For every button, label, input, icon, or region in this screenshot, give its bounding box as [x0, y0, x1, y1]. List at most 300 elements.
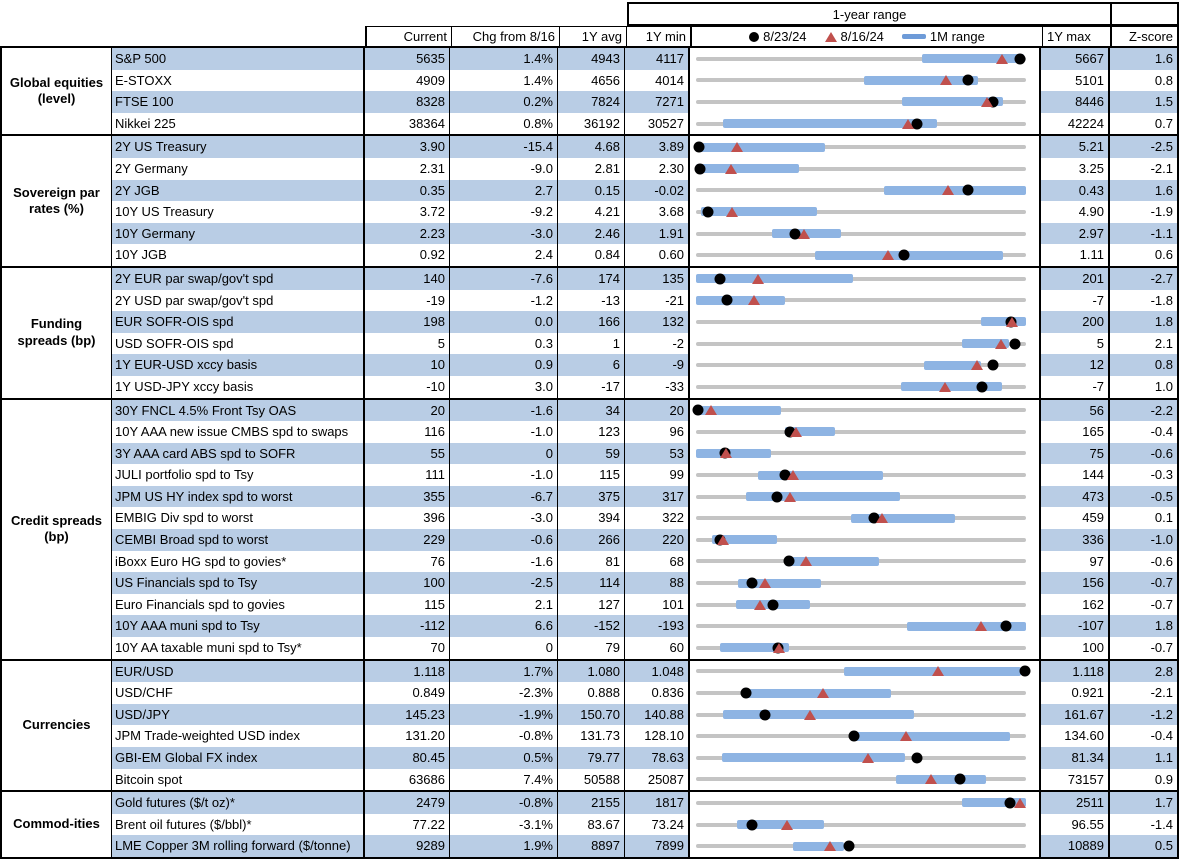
- 1y-max-value: -107: [1041, 615, 1110, 637]
- current-value: 55: [365, 443, 450, 465]
- 1y-min-value: 60: [625, 637, 690, 659]
- chg-from-816-value: 0.0: [450, 311, 558, 333]
- chg-from-816-value: 2.4: [450, 244, 558, 266]
- 1y-avg-value: 34: [558, 400, 625, 422]
- zscore-header-empty-cell: [1110, 2, 1179, 26]
- 1y-max-value: 144: [1041, 464, 1110, 486]
- 1y-avg-value: -17: [558, 376, 625, 398]
- 1y-max-value: 56: [1041, 400, 1110, 422]
- black-dot-icon: [749, 32, 759, 42]
- 1y-min-value: 3.68: [625, 201, 690, 223]
- marker-0816-triangle: [781, 820, 793, 830]
- chg-from-816-value: 0.5%: [450, 747, 558, 769]
- range-chart: [690, 244, 1041, 266]
- instrument-label: GBI-EM Global FX index: [112, 747, 365, 769]
- 1y-max-value: 201: [1041, 268, 1110, 290]
- marker-0816-triangle: [1014, 798, 1026, 808]
- instrument-label: iBoxx Euro HG spd to govies*: [112, 551, 365, 573]
- 1y-min-value: 73.24: [625, 814, 690, 836]
- current-value: 76: [365, 551, 450, 573]
- legend-item-dot: [749, 27, 806, 46]
- instrument-label: 10Y AA taxable muni spd to Tsy*: [112, 637, 365, 659]
- 1y-max-value: 12: [1041, 354, 1110, 376]
- chg-from-816-value: -2.3%: [450, 682, 558, 704]
- instrument-label: Gold futures ($/t oz)*: [112, 792, 365, 814]
- 1y-max-value: 75: [1041, 443, 1110, 465]
- instrument-label: 2Y USD par swap/gov't spd: [112, 290, 365, 312]
- marker-0823-dot: [962, 75, 973, 86]
- marker-0816-triangle: [817, 688, 829, 698]
- chg-from-816-value: -1.6: [450, 400, 558, 422]
- range-1m-bar: [723, 710, 914, 719]
- range-chart: [690, 637, 1041, 659]
- chg-from-816-value: 6.6: [450, 615, 558, 637]
- range-chart: [690, 551, 1041, 573]
- range-plot: [696, 70, 1026, 92]
- chart-legend: [692, 27, 1043, 46]
- range-plot: [696, 113, 1026, 135]
- chg-from-816-value: 1.9%: [450, 835, 558, 857]
- chg-from-816-value: 0.8%: [450, 113, 558, 135]
- range-plot: [696, 91, 1026, 113]
- range-1m-bar: [696, 143, 825, 152]
- col-header-1y-min: 1Y min: [627, 27, 692, 46]
- zscore-value: 1.8: [1110, 311, 1177, 333]
- current-value: -10: [365, 376, 450, 398]
- col-header-current: Current: [367, 27, 452, 46]
- 1y-max-value: 10889: [1041, 835, 1110, 857]
- marker-0823-dot: [771, 491, 782, 502]
- zscore-value: 0.8: [1110, 70, 1177, 92]
- zscore-value: -2.7: [1110, 268, 1177, 290]
- 1y-avg-value: 266: [558, 529, 625, 551]
- current-value: 10: [365, 354, 450, 376]
- table-row: [112, 223, 1177, 245]
- red-triangle-icon: [825, 32, 837, 42]
- 1y-min-value: 96: [625, 421, 690, 443]
- 1y-avg-value: 375: [558, 486, 625, 508]
- 1y-max-value: -7: [1041, 376, 1110, 398]
- range-plot: [696, 333, 1026, 355]
- range-plot: [696, 486, 1026, 508]
- 1y-avg-value: 7824: [558, 91, 625, 113]
- current-value: 2479: [365, 792, 450, 814]
- 1y-avg-value: 4.68: [558, 136, 625, 158]
- instrument-label: E-STOXX: [112, 70, 365, 92]
- zscore-value: -1.9: [1110, 201, 1177, 223]
- 1y-min-value: 317: [625, 486, 690, 508]
- zscore-value: -0.6: [1110, 443, 1177, 465]
- category-label: Global equities (level): [2, 48, 112, 134]
- instrument-label: Bitcoin spot: [112, 769, 365, 791]
- instrument-label: 30Y FNCL 4.5% Front Tsy OAS: [112, 400, 365, 422]
- 1y-min-value: 25087: [625, 769, 690, 791]
- category-label: Sovereign par rates (%): [2, 136, 112, 266]
- range-1m-bar: [864, 76, 978, 85]
- current-value: 2.31: [365, 158, 450, 180]
- 1y-max-value: 161.67: [1041, 704, 1110, 726]
- range-plot: [696, 48, 1026, 70]
- current-value: -112: [365, 615, 450, 637]
- marker-0816-triangle: [882, 250, 894, 260]
- current-value: 198: [365, 311, 450, 333]
- marker-0816-triangle: [798, 229, 810, 239]
- 1y-max-value: 200: [1041, 311, 1110, 333]
- 1y-max-value: 473: [1041, 486, 1110, 508]
- marker-0823-dot: [849, 731, 860, 742]
- zscore-value: -1.8: [1110, 290, 1177, 312]
- table-row: [112, 201, 1177, 223]
- zscore-value: -2.1: [1110, 682, 1177, 704]
- instrument-label: 2Y US Treasury: [112, 136, 365, 158]
- range-chart: [690, 290, 1041, 312]
- 1y-avg-value: -152: [558, 615, 625, 637]
- 1y-avg-value: 166: [558, 311, 625, 333]
- instrument-label: 1Y EUR-USD xccy basis: [112, 354, 365, 376]
- instrument-label: EUR/USD: [112, 661, 365, 683]
- zscore-value: 1.5: [1110, 91, 1177, 113]
- range-header-box: [627, 2, 1112, 26]
- range-chart: [690, 835, 1041, 857]
- instrument-label: USD/JPY: [112, 704, 365, 726]
- current-value: 8328: [365, 91, 450, 113]
- 1y-min-value: 68: [625, 551, 690, 573]
- marker-0823-dot: [694, 142, 705, 153]
- marker-0816-triangle: [800, 556, 812, 566]
- range-chart: [690, 311, 1041, 333]
- zscore-value: 0.9: [1110, 769, 1177, 791]
- range-plot: [696, 421, 1026, 443]
- marker-0816-triangle: [787, 470, 799, 480]
- range-plot: [696, 464, 1026, 486]
- current-value: -19: [365, 290, 450, 312]
- instrument-label: JULI portfolio spd to Tsy: [112, 464, 365, 486]
- 1y-max-value: 162: [1041, 594, 1110, 616]
- 1y-min-value: -193: [625, 615, 690, 637]
- 1y-max-value: 459: [1041, 507, 1110, 529]
- 1y-min-value: 2.30: [625, 158, 690, 180]
- zscore-value: 2.1: [1110, 333, 1177, 355]
- section: [2, 268, 1177, 400]
- col-header-chg: Chg from 8/16: [452, 27, 560, 46]
- zscore-value: 1.0: [1110, 376, 1177, 398]
- marker-0816-triangle: [971, 360, 983, 370]
- marker-0823-dot: [722, 295, 733, 306]
- zscore-value: -0.4: [1110, 421, 1177, 443]
- current-value: 1.118: [365, 661, 450, 683]
- range-plot: [696, 158, 1026, 180]
- current-value: 100: [365, 572, 450, 594]
- table-body: [0, 46, 1179, 859]
- table-row: [112, 507, 1177, 529]
- instrument-label: 10Y AAA new issue CMBS spd to swaps: [112, 421, 365, 443]
- table-row: [112, 421, 1177, 443]
- section: [2, 792, 1177, 857]
- marker-0816-triangle: [900, 731, 912, 741]
- zscore-value: -0.3: [1110, 464, 1177, 486]
- category-label: Commod-ities: [2, 792, 112, 857]
- chg-from-816-value: 0.9: [450, 354, 558, 376]
- table-row: [112, 725, 1177, 747]
- 1y-avg-value: 1.080: [558, 661, 625, 683]
- marker-0816-triangle: [942, 185, 954, 195]
- 1y-avg-value: 150.70: [558, 704, 625, 726]
- range-plot: [696, 747, 1026, 769]
- table-row: [112, 572, 1177, 594]
- chg-from-816-value: 1.4%: [450, 48, 558, 70]
- instrument-label: CEMBI Broad spd to worst: [112, 529, 365, 551]
- marker-0816-triangle: [902, 119, 914, 129]
- range-1m-bar: [896, 775, 986, 784]
- range-1m-bar: [758, 471, 883, 480]
- col-header-1y-max: 1Y max: [1043, 27, 1112, 46]
- 1y-avg-value: 0.84: [558, 244, 625, 266]
- instrument-label: 3Y AAA card ABS spd to SOFR: [112, 443, 365, 465]
- 1y-min-value: 4014: [625, 70, 690, 92]
- category-label: Credit spreads (bp): [2, 400, 112, 659]
- 1y-avg-value: 59: [558, 443, 625, 465]
- 1y-avg-value: 8897: [558, 835, 625, 857]
- 1y-max-value: 5.21: [1041, 136, 1110, 158]
- 1y-min-value: 128.10: [625, 725, 690, 747]
- chg-from-816-value: -0.6: [450, 529, 558, 551]
- 1y-min-value: 88: [625, 572, 690, 594]
- instrument-label: Euro Financials spd to govies: [112, 594, 365, 616]
- range-1m-bar: [701, 207, 817, 216]
- chg-from-816-value: -3.0: [450, 223, 558, 245]
- table-row: [112, 792, 1177, 814]
- legend-item-triangle: [825, 27, 884, 46]
- table-row: [112, 704, 1177, 726]
- blue-bar-icon: [902, 34, 926, 39]
- table-row: [112, 48, 1177, 70]
- marker-0823-dot: [955, 774, 966, 785]
- marker-0823-dot: [767, 599, 778, 610]
- 1y-max-value: 3.25: [1041, 158, 1110, 180]
- range-chart: [690, 158, 1041, 180]
- marker-0816-triangle: [804, 710, 816, 720]
- category-label: Funding spreads (bp): [2, 268, 112, 398]
- marker-0816-triangle: [725, 164, 737, 174]
- marker-0816-triangle: [862, 753, 874, 763]
- range-chart: [690, 354, 1041, 376]
- 1y-min-value: 1.91: [625, 223, 690, 245]
- zscore-value: -2.2: [1110, 400, 1177, 422]
- marker-0823-dot: [912, 752, 923, 763]
- column-header-row: [365, 26, 1179, 46]
- chg-from-816-value: -1.2: [450, 290, 558, 312]
- marker-0816-triangle: [940, 75, 952, 85]
- 1y-min-value: 101: [625, 594, 690, 616]
- chg-from-816-value: 0: [450, 637, 558, 659]
- zscore-value: -2.5: [1110, 136, 1177, 158]
- current-value: 63686: [365, 769, 450, 791]
- range-chart: [690, 70, 1041, 92]
- 1y-max-value: 81.34: [1041, 747, 1110, 769]
- 1y-min-value: 30527: [625, 113, 690, 135]
- range-plot: [696, 529, 1026, 551]
- zscore-value: 0.7: [1110, 113, 1177, 135]
- range-1m-bar: [922, 54, 1024, 63]
- 1y-avg-value: 4.21: [558, 201, 625, 223]
- marker-0823-dot: [741, 688, 752, 699]
- marker-0816-triangle: [754, 600, 766, 610]
- range-chart: [690, 725, 1041, 747]
- range-plot: [696, 443, 1026, 465]
- instrument-label: JPM US HY index spd to worst: [112, 486, 365, 508]
- 1y-min-value: 132: [625, 311, 690, 333]
- current-value: 38364: [365, 113, 450, 135]
- zscore-value: 0.1: [1110, 507, 1177, 529]
- table-row: [112, 91, 1177, 113]
- range-plot: [696, 594, 1026, 616]
- 1y-max-value: 336: [1041, 529, 1110, 551]
- chg-from-816-value: -1.0: [450, 464, 558, 486]
- range-chart: [690, 507, 1041, 529]
- 1y-min-value: 140.88: [625, 704, 690, 726]
- range-chart: [690, 48, 1041, 70]
- 1y-avg-value: 79: [558, 637, 625, 659]
- marker-0816-triangle: [981, 97, 993, 107]
- range-chart: [690, 333, 1041, 355]
- 1y-max-value: 1.118: [1041, 661, 1110, 683]
- table-row: [112, 835, 1177, 857]
- range-track: [696, 232, 1026, 236]
- current-value: 145.23: [365, 704, 450, 726]
- zscore-value: -1.1: [1110, 223, 1177, 245]
- instrument-label: EUR SOFR-OIS spd: [112, 311, 365, 333]
- table-row: [112, 311, 1177, 333]
- marker-0823-dot: [715, 273, 726, 284]
- chg-from-816-value: -6.7: [450, 486, 558, 508]
- zscore-value: -1.0: [1110, 529, 1177, 551]
- zscore-value: -0.7: [1110, 637, 1177, 659]
- range-plot: [696, 792, 1026, 814]
- zscore-value: -0.7: [1110, 594, 1177, 616]
- current-value: 9289: [365, 835, 450, 857]
- marker-0823-dot: [1010, 338, 1021, 349]
- 1y-max-value: 8446: [1041, 91, 1110, 113]
- table-row: [112, 594, 1177, 616]
- instrument-label: EMBIG Div spd to worst: [112, 507, 365, 529]
- marker-0823-dot: [702, 206, 713, 217]
- range-chart: [690, 400, 1041, 422]
- 1y-avg-value: 127: [558, 594, 625, 616]
- 1y-min-value: -21: [625, 290, 690, 312]
- range-plot: [696, 551, 1026, 573]
- current-value: 229: [365, 529, 450, 551]
- 1y-max-value: 2.97: [1041, 223, 1110, 245]
- table-row: [112, 464, 1177, 486]
- 1y-max-value: 100: [1041, 637, 1110, 659]
- marker-0823-dot: [1020, 666, 1031, 677]
- marker-0823-dot: [988, 360, 999, 371]
- zscore-value: 0.6: [1110, 244, 1177, 266]
- legend-triangle-label: 8/16/24: [840, 29, 884, 44]
- instrument-label: Nikkei 225: [112, 113, 365, 135]
- range-chart: [690, 529, 1041, 551]
- range-plot: [696, 223, 1026, 245]
- range-chart: [690, 464, 1041, 486]
- range-chart: [690, 268, 1041, 290]
- range-plot: [696, 201, 1026, 223]
- range-1m-bar: [696, 296, 785, 305]
- zscore-value: -2.1: [1110, 158, 1177, 180]
- table-row: [112, 661, 1177, 683]
- range-plot: [696, 268, 1026, 290]
- zscore-value: -1.2: [1110, 704, 1177, 726]
- range-1m-bar: [854, 732, 1010, 741]
- 1y-avg-value: 123: [558, 421, 625, 443]
- 1y-avg-value: 2155: [558, 792, 625, 814]
- range-plot: [696, 311, 1026, 333]
- marker-0823-dot: [898, 250, 909, 261]
- chg-from-816-value: 1.7%: [450, 661, 558, 683]
- range-1m-bar: [746, 492, 900, 501]
- range-plot: [696, 725, 1026, 747]
- table-row: [112, 400, 1177, 422]
- current-value: 4909: [365, 70, 450, 92]
- current-value: 0.849: [365, 682, 450, 704]
- range-plot: [696, 136, 1026, 158]
- marker-0816-triangle: [1006, 317, 1018, 327]
- 1y-avg-value: 0.15: [558, 180, 625, 202]
- chg-from-816-value: -0.8%: [450, 725, 558, 747]
- instrument-label: FTSE 100: [112, 91, 365, 113]
- range-chart: [690, 113, 1041, 135]
- 1y-avg-value: 174: [558, 268, 625, 290]
- zscore-value: -0.5: [1110, 486, 1177, 508]
- chg-from-816-value: -1.0: [450, 421, 558, 443]
- marker-0816-triangle: [773, 643, 785, 653]
- 1y-avg-value: 2.81: [558, 158, 625, 180]
- table-row: [112, 113, 1177, 135]
- range-plot: [696, 180, 1026, 202]
- chg-from-816-value: 3.0: [450, 376, 558, 398]
- range-chart: [690, 769, 1041, 791]
- marker-0816-triangle: [759, 578, 771, 588]
- 1y-avg-value: 2.46: [558, 223, 625, 245]
- marker-0816-triangle: [720, 448, 732, 458]
- 1y-max-value: 42224: [1041, 113, 1110, 135]
- zscore-value: 0.5: [1110, 835, 1177, 857]
- marker-0823-dot: [759, 709, 770, 720]
- chg-from-816-value: -1.6: [450, 551, 558, 573]
- instrument-label: 10Y US Treasury: [112, 201, 365, 223]
- range-plot: [696, 376, 1026, 398]
- chg-from-816-value: -3.0: [450, 507, 558, 529]
- table-row: [112, 136, 1177, 158]
- table-row: [112, 268, 1177, 290]
- 1y-avg-value: -13: [558, 290, 625, 312]
- marker-0816-triangle: [939, 382, 951, 392]
- table-row: [112, 682, 1177, 704]
- zscore-value: 1.1: [1110, 747, 1177, 769]
- 1y-max-value: 165: [1041, 421, 1110, 443]
- 1y-max-value: 96.55: [1041, 814, 1110, 836]
- marker-0816-triangle: [995, 339, 1007, 349]
- current-value: 0.92: [365, 244, 450, 266]
- 1y-max-value: 5667: [1041, 48, 1110, 70]
- chg-from-816-value: 2.1: [450, 594, 558, 616]
- 1y-max-value: 156: [1041, 572, 1110, 594]
- current-value: 80.45: [365, 747, 450, 769]
- range-chart: [690, 223, 1041, 245]
- 1y-max-value: 5101: [1041, 70, 1110, 92]
- 1y-min-value: -2: [625, 333, 690, 355]
- range-1m-bar: [696, 164, 799, 173]
- chg-from-816-value: -15.4: [450, 136, 558, 158]
